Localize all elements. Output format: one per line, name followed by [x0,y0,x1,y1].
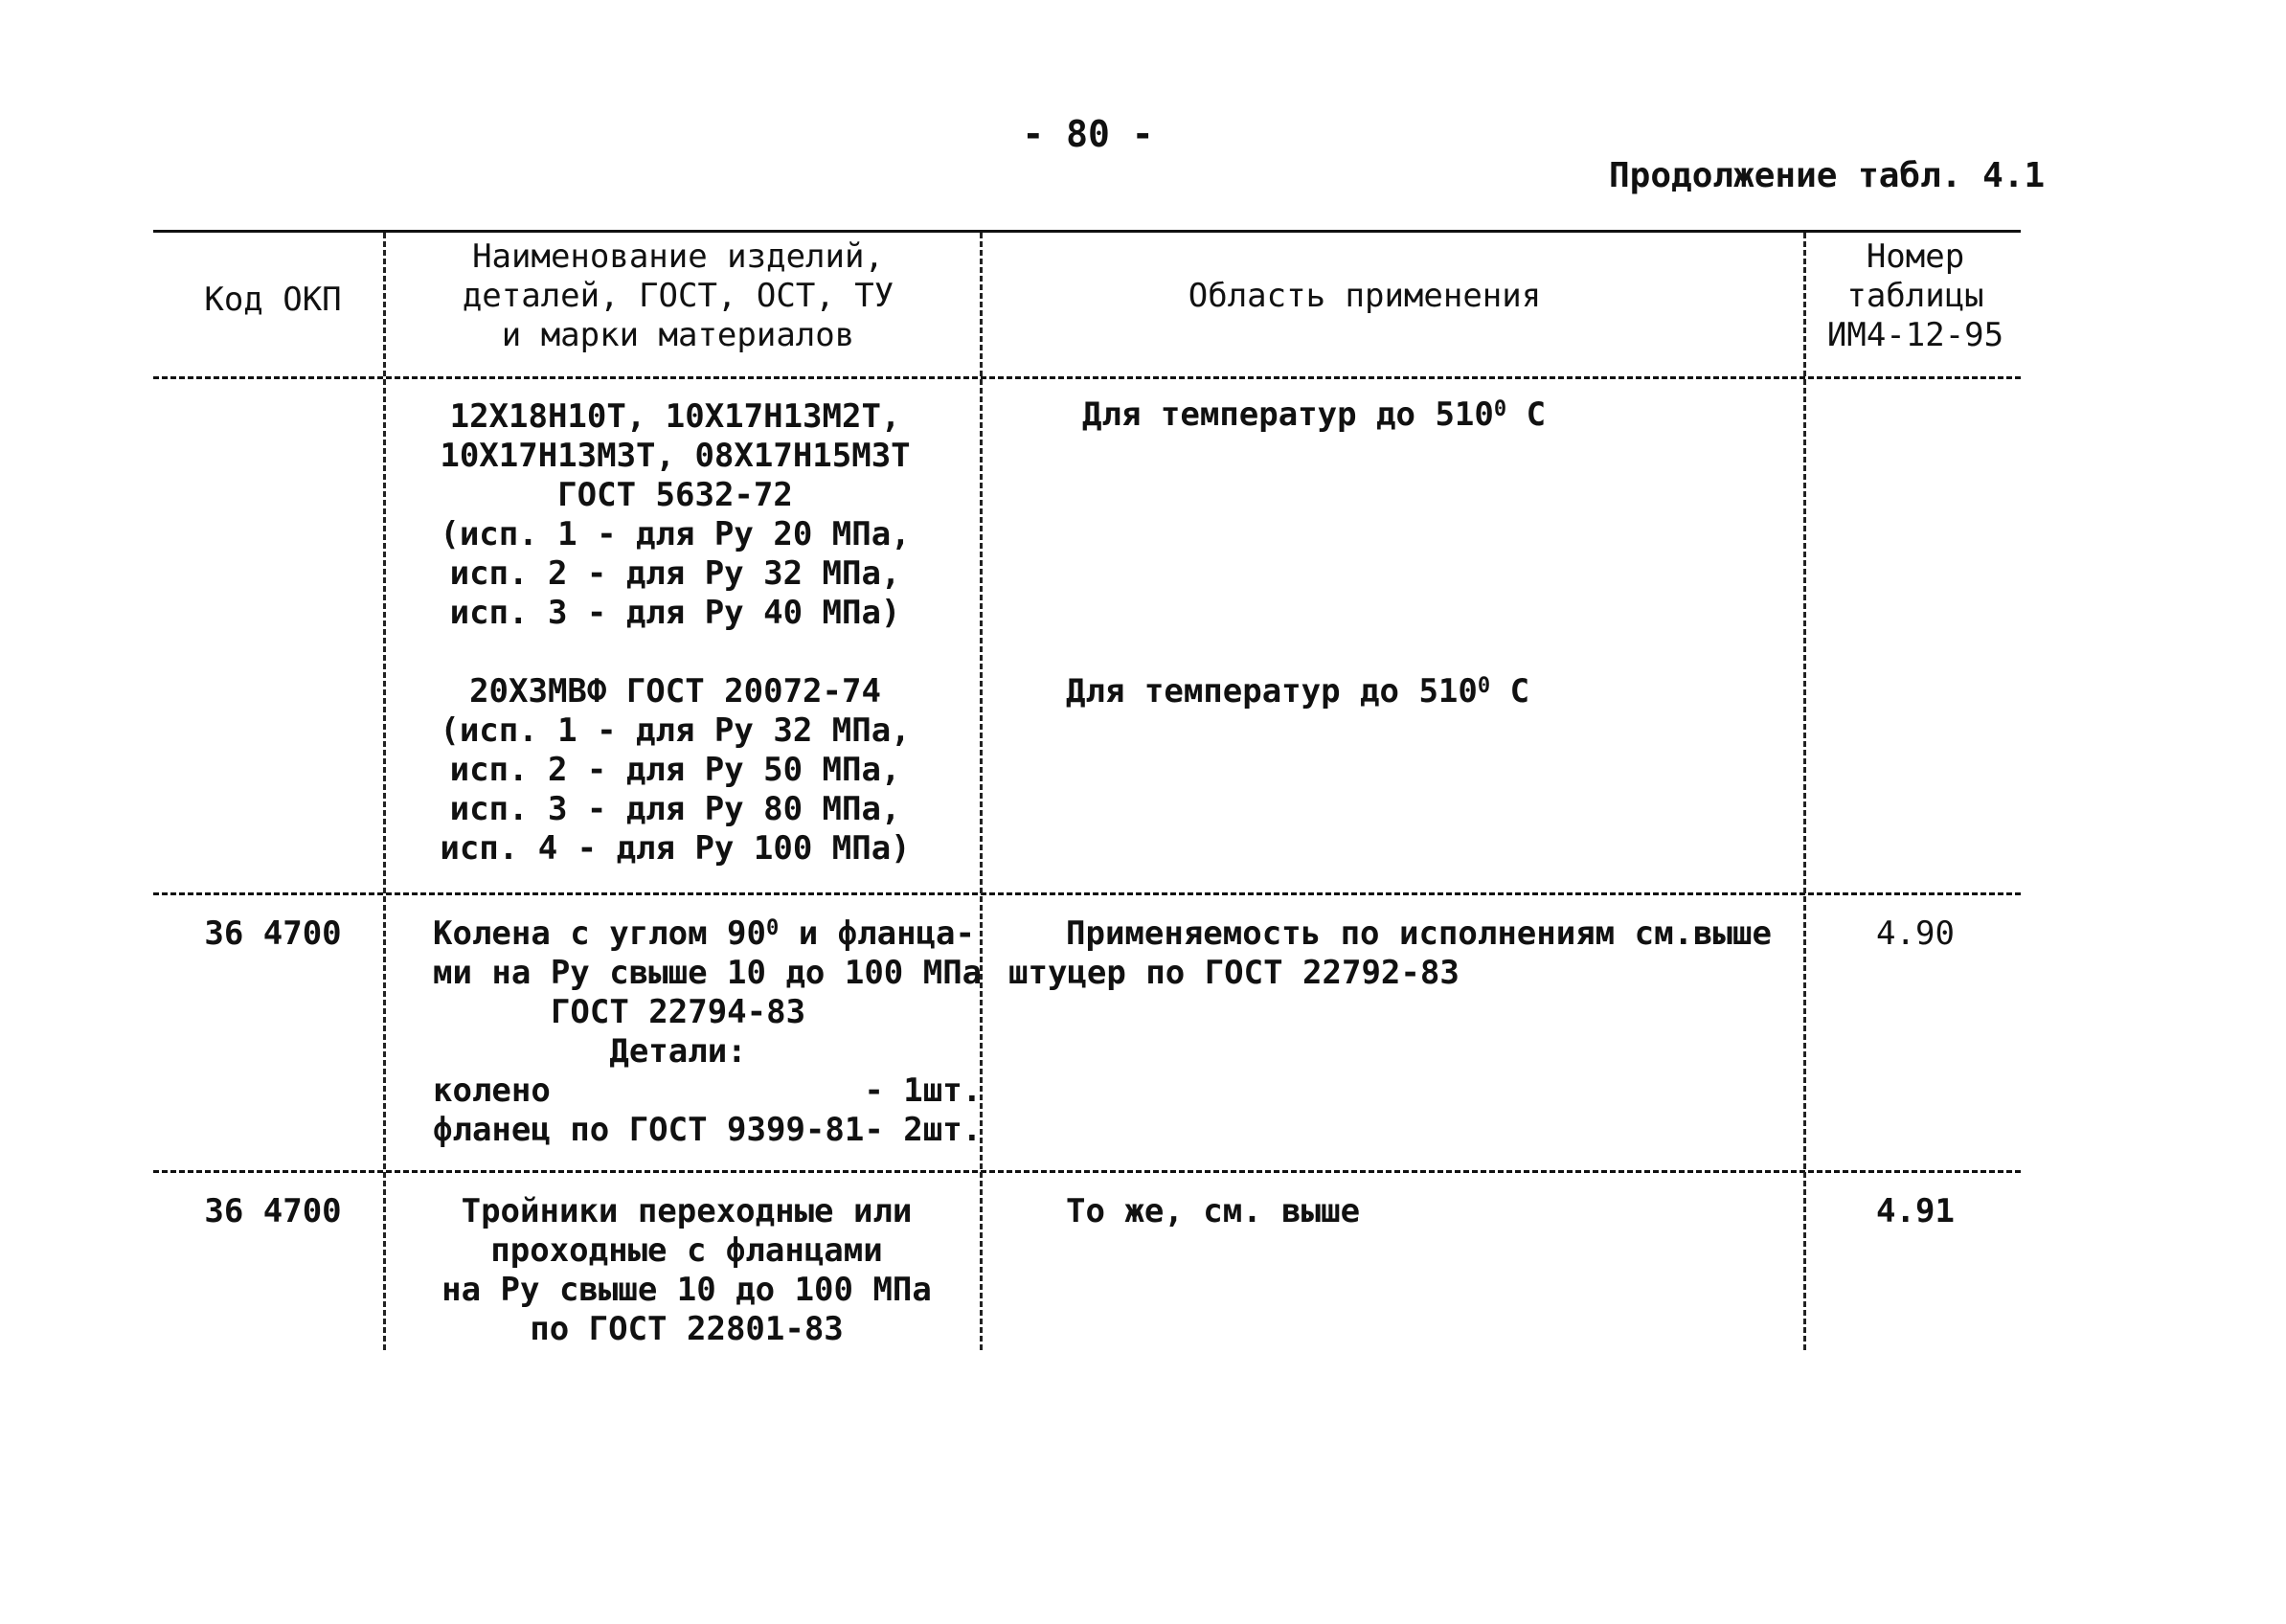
material-line: 20Х3МВФ ГОСТ 20072-74 [469,672,881,710]
product-name-line: по ГОСТ 22801-83 [530,1310,844,1348]
header-separator [153,376,2021,379]
application-area: Применяемость по исполнениям см.выше [1066,914,1772,953]
material-line: исп. 3 - для Ру 80 МПа, [449,790,901,828]
material-line: 10Х17Н13М3Т, 08Х17Н15М3Т [440,437,911,475]
product-name-line: на Ру свыше 10 до 100 МПа [441,1271,932,1309]
parts-heading: Детали: [609,1032,747,1071]
page-number: - 80 - [1022,113,1154,155]
material-line: (исп. 1 - для Ру 32 МПа, [440,711,911,750]
standard-reference: ГОСТ 22794-83 [550,993,806,1031]
table-number: 4.90 [1876,914,1955,953]
material-line: 12Х18Н10Т, 10Х17Н13М2Т, [449,397,901,436]
table-number: 4.91 [1876,1192,1955,1230]
table-continuation-caption: Продолжение табл. 4.1 [1609,156,2046,195]
column-divider-2 [980,233,983,1350]
material-line: исп. 2 - для Ру 32 МПа, [449,554,901,593]
okp-code: 36 4700 [204,914,342,953]
row-separator-2 [153,1170,2021,1173]
material-line: исп. 3 - для Ру 40 МПа) [449,594,901,632]
application-area: штуцер по ГОСТ 22792-83 [1008,954,1460,992]
material-line: ГОСТ 5632-72 [557,476,793,514]
okp-code: 36 4700 [204,1192,342,1230]
column-divider-1 [383,233,386,1350]
product-name-line: Тройники переходные или [461,1192,913,1230]
material-line: исп. 2 - для Ру 50 МПа, [449,751,901,789]
header-code: Код ОКП [204,281,342,319]
product-name-line: ми на Ру свыше 10 до 100 МПа [433,954,983,992]
header-area: Область применения [1188,277,1542,315]
header-number-line-3: ИМ4-12-95 [1826,316,2004,354]
header-name-line-2: деталей, ГОСТ, ОСТ, ТУ [462,277,894,315]
material-line: исп. 4 - для Ру 100 МПа) [440,829,911,868]
product-name-line: проходные с фланцами [490,1231,883,1270]
header-number-line-2: таблицы [1846,277,1984,315]
table-top-rule [153,230,2021,233]
row-separator-1 [153,892,2021,895]
header-name-line-3: и марки материалов [501,316,855,354]
part-line: колено - 1шт. [433,1071,983,1110]
material-line: (исп. 1 - для Ру 20 МПа, [440,515,911,553]
application-area: Для температур до $510^0$ С [1066,672,1530,710]
application-area: Для температур до $510^0$ С [1082,395,1547,434]
product-name-line: Колена с углом $90^0$ и фланца- [433,914,975,953]
header-name-line-1: Наименование изделий, [472,237,884,276]
header-number-line-1: Номер [1866,237,1965,276]
part-line: фланец по ГОСТ 9399-81- 2шт. [433,1111,983,1149]
application-area: То же, см. выше [1066,1192,1361,1230]
column-divider-3 [1803,233,1806,1350]
